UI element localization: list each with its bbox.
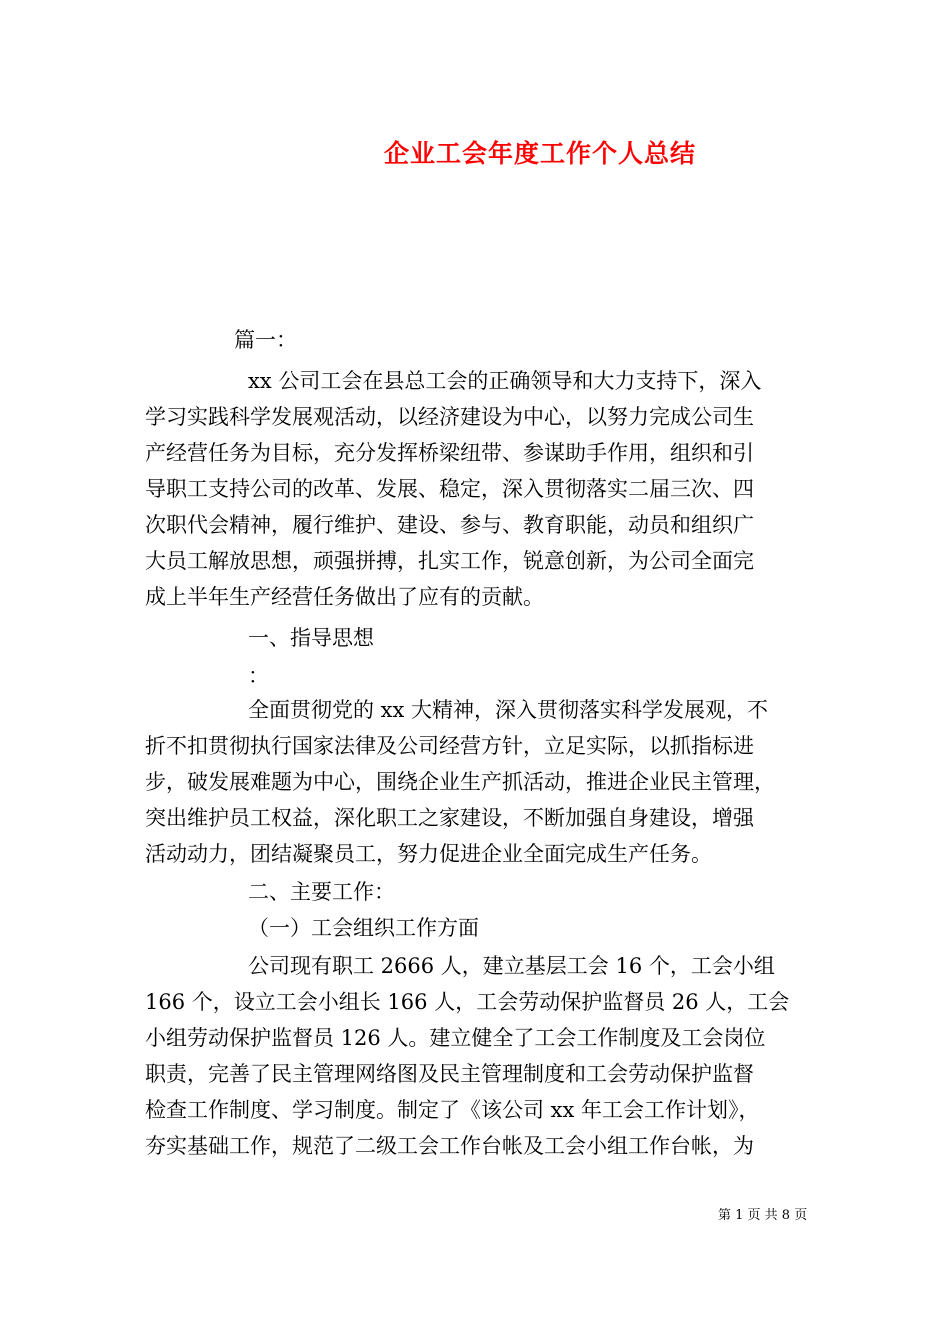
text-line: 学习实践科学发展观活动，以经济建设为中心，以努力完成公司生 (145, 405, 754, 429)
text-line: 166 个，设立工会小组长 166 人，工会劳动保护监督员 26 人，工会 (145, 990, 790, 1014)
text-line: 篇一： (234, 328, 297, 352)
section-heading: 一、指导思想 (248, 626, 374, 650)
text-line: 全面贯彻党的 xx 大精神，深入贯彻落实科学发展观，不 (248, 698, 769, 722)
text-line: 小组劳动保护监督员 126 人。建立健全了工会工作制度及工会岗位 (145, 1026, 766, 1050)
section-heading: 二、主要工作： (248, 880, 395, 904)
text-line: 成上半年生产经营任务做出了应有的贡献。 (145, 585, 544, 609)
text-line: 次职代会精神，履行维护、建设、参与、教育职能，动员和组织广 (145, 513, 754, 537)
text-line: xx 公司工会在县总工会的正确领导和大力支持下，深入 (248, 369, 762, 393)
text-line: 公司现有职工 2666 人，建立基层工会 16 个，工会小组 (248, 954, 775, 978)
text-line: 导职工支持公司的改革、发展、稳定，深入贯彻落实二届三次、四 (145, 477, 754, 501)
text-line: ： (248, 664, 269, 688)
text-line: 职责，完善了民主管理网络图及民主管理制度和工会劳动保护监督 (145, 1062, 754, 1086)
text-line: 大员工解放思想，顽强拼搏，扎实工作，锐意创新，为公司全面完 (145, 549, 754, 573)
text-line: 活动动力，团结凝聚员工，努力促进企业全面完成生产任务。 (145, 842, 712, 866)
text-line: 检查工作制度、学习制度。制定了《该公司 xx 年工会工作计划》， (145, 1098, 760, 1122)
text-line: 步，破发展难题为中心，围绕企业生产抓活动，推进企业民主管理， (145, 770, 775, 794)
text-line: 产经营任务为目标，充分发挥桥梁纽带、参谋助手作用，组织和引 (145, 441, 754, 465)
page-footer: 第 1 页 共 8 页 (718, 1208, 808, 1223)
text-line: 突出维护员工权益，深化职工之家建设，不断加强自身建设，增强 (145, 806, 754, 830)
subsection-heading: （一）工会组织工作方面 (248, 916, 479, 940)
document-title: 企业工会年度工作个人总结 (383, 139, 696, 168)
text-line: 夯实基础工作，规范了二级工会工作台帐及工会小组工作台帐，为 (145, 1134, 754, 1158)
text-line: 折不扣贯彻执行国家法律及公司经营方针，立足实际，以抓指标进 (145, 734, 754, 758)
